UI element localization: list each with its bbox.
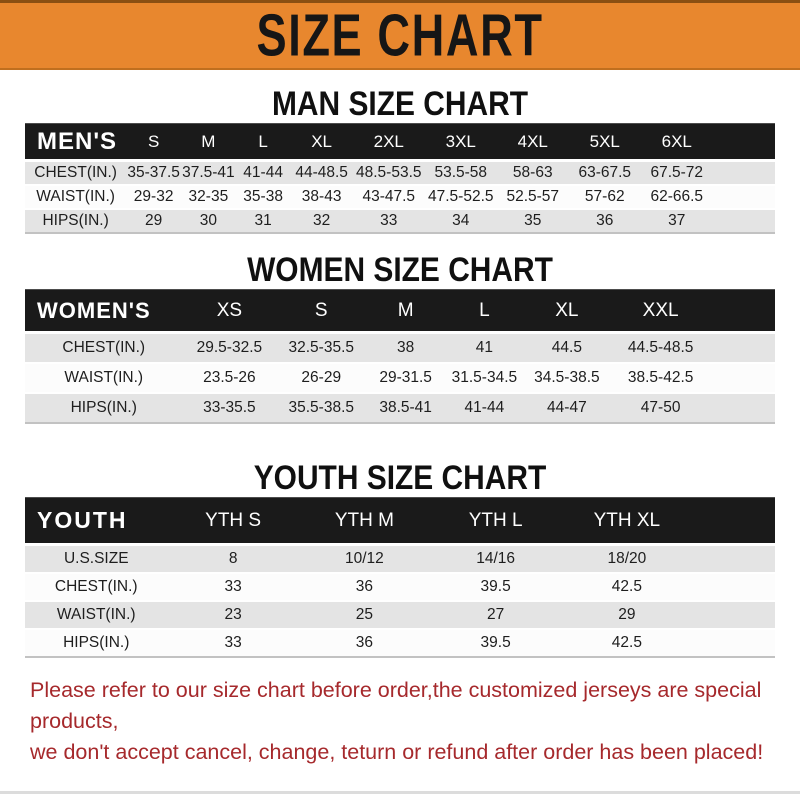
- size-cell: 36: [299, 629, 430, 657]
- header-spacer: [711, 290, 775, 333]
- men-header-row: [25, 124, 775, 161]
- women-section: [0, 252, 800, 424]
- size-cell: 53.5-58: [425, 161, 497, 185]
- size-cell: 25: [299, 601, 430, 629]
- column-header: S: [276, 290, 366, 333]
- size-cell: 39.5: [430, 573, 561, 601]
- row-label: CHEST(IN.): [25, 573, 168, 601]
- column-header: S: [126, 124, 181, 161]
- women-table-title: WOMEN'S: [25, 290, 183, 333]
- column-header: XS: [183, 290, 277, 333]
- size-cell: 35.5-38.5: [276, 393, 366, 423]
- column-header: L: [445, 290, 524, 333]
- size-cell: 35-38: [236, 185, 291, 209]
- row-label: U.S.SIZE: [25, 545, 168, 573]
- size-cell: 57-62: [569, 185, 641, 209]
- size-cell: 33: [353, 209, 425, 233]
- column-header: M: [181, 124, 236, 161]
- row-label: CHEST(IN.): [25, 161, 126, 185]
- size-cell: 39.5: [430, 629, 561, 657]
- size-cell: 27: [430, 601, 561, 629]
- size-cell: 10/12: [299, 545, 430, 573]
- table-row: [25, 601, 775, 629]
- size-cell: 32-35: [181, 185, 236, 209]
- row-spacer: [713, 161, 775, 185]
- size-cell: 33: [168, 629, 299, 657]
- size-cell: 26-29: [276, 363, 366, 393]
- size-cell: 35: [497, 209, 569, 233]
- size-cell: 38.5-42.5: [610, 363, 711, 393]
- size-cell: 38: [366, 333, 445, 363]
- row-spacer: [711, 363, 775, 393]
- column-header: 2XL: [353, 124, 425, 161]
- size-cell: 44.5-48.5: [610, 333, 711, 363]
- size-cell: 36: [299, 573, 430, 601]
- header-spacer: [693, 498, 776, 545]
- size-cell: 34: [425, 209, 497, 233]
- youth-section-heading: YOUTH SIZE CHART: [253, 458, 547, 497]
- youth-header-row: [25, 498, 775, 545]
- column-header: 5XL: [569, 124, 641, 161]
- size-cell: 44-48.5: [291, 161, 353, 185]
- size-cell: 38-43: [291, 185, 353, 209]
- row-label: WAIST(IN.): [25, 601, 168, 629]
- size-cell: 44.5: [524, 333, 610, 363]
- column-header: XL: [291, 124, 353, 161]
- men-size-table: [25, 123, 775, 234]
- table-row: [25, 363, 775, 393]
- size-cell: 67.5-72: [641, 161, 713, 185]
- size-cell: 35-37.5: [126, 161, 181, 185]
- table-row: [25, 573, 775, 601]
- row-spacer: [693, 601, 776, 629]
- row-spacer: [693, 629, 776, 657]
- column-header: L: [236, 124, 291, 161]
- size-cell: 29: [126, 209, 181, 233]
- size-cell: 29-32: [126, 185, 181, 209]
- size-chart-banner: [0, 0, 800, 70]
- women-section-heading: WOMEN SIZE CHART: [247, 250, 553, 289]
- header-spacer: [713, 124, 775, 161]
- men-section: [0, 86, 800, 234]
- size-cell: 63-67.5: [569, 161, 641, 185]
- size-cell: 38.5-41: [366, 393, 445, 423]
- disclaimer-line-2: we don't accept cancel, change, teturn or refund after order has been placed!: [30, 739, 764, 764]
- row-label: HIPS(IN.): [25, 629, 168, 657]
- youth-table-title: YOUTH: [25, 498, 168, 545]
- size-cell: 41: [445, 333, 524, 363]
- disclaimer-line-1: Please refer to our size chart before order,the customized jerseys are special products,: [30, 677, 762, 733]
- size-cell: 30: [181, 209, 236, 233]
- column-header: 6XL: [641, 124, 713, 161]
- size-cell: 37: [641, 209, 713, 233]
- men-section-heading: MAN SIZE CHART: [272, 85, 528, 123]
- row-label: HIPS(IN.): [25, 209, 126, 233]
- column-header: YTH M: [299, 498, 430, 545]
- size-cell: 32: [291, 209, 353, 233]
- size-cell: 34.5-38.5: [524, 363, 610, 393]
- row-spacer: [711, 393, 775, 423]
- column-header: XXL: [610, 290, 711, 333]
- page-title: SIZE CHART: [256, 1, 544, 69]
- youth-section: [0, 460, 800, 658]
- row-label: WAIST(IN.): [25, 185, 126, 209]
- column-header: YTH XL: [561, 498, 692, 545]
- women-size-table: [25, 289, 775, 424]
- size-cell: 29.5-32.5: [183, 333, 277, 363]
- size-cell: 29: [561, 601, 692, 629]
- size-cell: 62-66.5: [641, 185, 713, 209]
- youth-size-table: [25, 497, 775, 658]
- disclaimer: [30, 675, 780, 768]
- row-spacer: [713, 209, 775, 233]
- size-cell: 41-44: [445, 393, 524, 423]
- size-cell: 47.5-52.5: [425, 185, 497, 209]
- size-cell: 23.5-26: [183, 363, 277, 393]
- size-cell: 14/16: [430, 545, 561, 573]
- size-cell: 33-35.5: [183, 393, 277, 423]
- size-cell: 52.5-57: [497, 185, 569, 209]
- row-spacer: [693, 573, 776, 601]
- row-spacer: [713, 185, 775, 209]
- table-row: [25, 393, 775, 423]
- size-cell: 32.5-35.5: [276, 333, 366, 363]
- size-cell: 47-50: [610, 393, 711, 423]
- size-cell: 18/20: [561, 545, 692, 573]
- column-header: M: [366, 290, 445, 333]
- size-cell: 42.5: [561, 629, 692, 657]
- table-row: [25, 333, 775, 363]
- size-cell: 33: [168, 573, 299, 601]
- size-cell: 37.5-41: [181, 161, 236, 185]
- women-header-row: [25, 290, 775, 333]
- table-row: [25, 209, 775, 233]
- size-cell: 48.5-53.5: [353, 161, 425, 185]
- size-cell: 29-31.5: [366, 363, 445, 393]
- men-table-title: MEN'S: [25, 124, 126, 161]
- size-cell: 31.5-34.5: [445, 363, 524, 393]
- table-row: [25, 185, 775, 209]
- size-cell: 42.5: [561, 573, 692, 601]
- table-row: [25, 629, 775, 657]
- row-spacer: [693, 545, 776, 573]
- size-cell: 31: [236, 209, 291, 233]
- column-header: YTH L: [430, 498, 561, 545]
- size-cell: 23: [168, 601, 299, 629]
- row-label: CHEST(IN.): [25, 333, 183, 363]
- row-label: WAIST(IN.): [25, 363, 183, 393]
- size-cell: 44-47: [524, 393, 610, 423]
- bottom-edge-line: [0, 791, 800, 794]
- column-header: XL: [524, 290, 610, 333]
- size-cell: 43-47.5: [353, 185, 425, 209]
- row-spacer: [711, 333, 775, 363]
- row-label: HIPS(IN.): [25, 393, 183, 423]
- size-cell: 41-44: [236, 161, 291, 185]
- column-header: 3XL: [425, 124, 497, 161]
- table-row: [25, 545, 775, 573]
- size-cell: 58-63: [497, 161, 569, 185]
- column-header: YTH S: [168, 498, 299, 545]
- table-row: [25, 161, 775, 185]
- size-cell: 36: [569, 209, 641, 233]
- column-header: 4XL: [497, 124, 569, 161]
- size-cell: 8: [168, 545, 299, 573]
